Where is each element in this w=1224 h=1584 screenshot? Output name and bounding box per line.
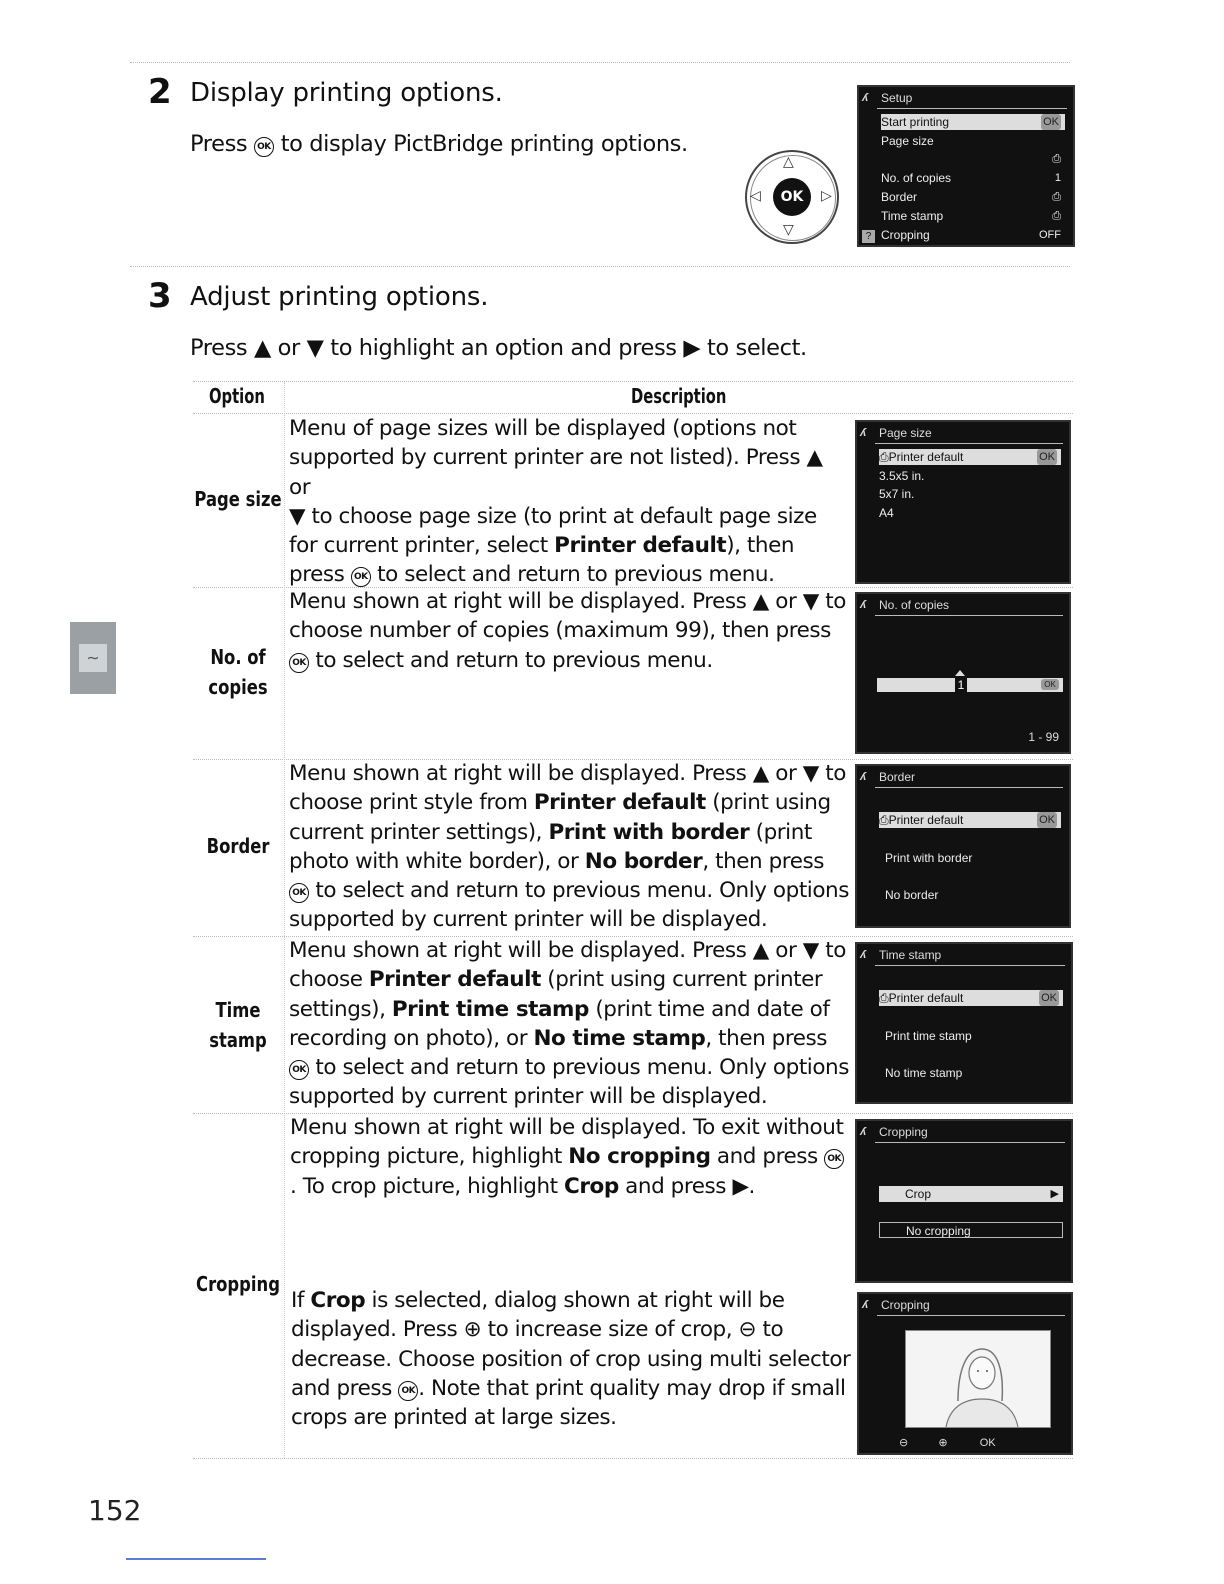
desc-time-stamp: Menu shown at right will be displayed. Press ▲ or ▼ to choose Printer default (print using current printer settings), Print time stamp (print time and date of recording on photo), or No time stamp, then press OK to select and return to previous menu. Only options supported by current printer will be displayed. xyxy=(289,938,849,1110)
setup-menu-icon: ʎ xyxy=(860,1126,867,1138)
step-divider xyxy=(130,266,1070,267)
ok-icon: OK xyxy=(1041,679,1059,690)
right-arrow-icon: ▷ xyxy=(821,188,832,204)
time-stamp-screen xyxy=(855,942,1073,1104)
crop-dialog-screen xyxy=(857,1292,1073,1455)
zoom-out-icon: ⊖ xyxy=(738,1317,757,1343)
option-page-size: Page size xyxy=(194,487,282,511)
top-rule xyxy=(130,62,1070,63)
page-size-item-3x5: 3.5x5 in. xyxy=(879,469,925,483)
ok-button-icon: OK xyxy=(289,1060,309,1080)
step-2-text-b: to display PictBridge printing options. xyxy=(273,131,688,157)
page-size-screen xyxy=(855,420,1071,584)
up-arrow-icon: ▲ xyxy=(253,335,271,361)
help-icon: ? xyxy=(862,230,875,243)
ok-button-icon: OK xyxy=(398,1381,418,1401)
option-cropping: Cropping xyxy=(196,1272,280,1296)
step-2-number: 2 xyxy=(148,72,172,112)
cropping-screen xyxy=(855,1119,1073,1283)
setup-item-cropping: Cropping OFF xyxy=(881,228,1061,242)
border-screen xyxy=(855,764,1071,928)
copies-value-bar xyxy=(877,678,1063,692)
setup-screen xyxy=(857,85,1075,247)
page-size-item-printer-default: ⎙Printer default OK xyxy=(879,449,1061,465)
right-arrow-icon: ▶ xyxy=(683,335,701,361)
step-2-title: Display printing options. xyxy=(190,78,503,108)
crop-photo-preview xyxy=(905,1330,1051,1428)
header-option: Option xyxy=(209,384,265,408)
time-stamp-screen-title: Time stamp xyxy=(879,948,942,962)
desc-copies: Menu shown at right will be displayed. Press ▲ or ▼ to choose number of copies (maximum 99), then press OK to select and return to previous menu. xyxy=(289,589,846,673)
chapter-side-tab xyxy=(70,622,116,694)
ok-icon: OK xyxy=(979,1437,996,1449)
time-stamp-item-none: No time stamp xyxy=(885,1066,963,1080)
copies-screen-title: No. of copies xyxy=(879,598,950,612)
desc-cropping-dialog: If Crop is selected, dialog shown at right will be displayed. Press ⊕ to increase size of crop, ⊖ to decrease. Choose position of crop using multi selector and press OK . Note that print quality may drop if small crops are printed at large sizes. xyxy=(291,1288,851,1431)
up-arrow-icon: △ xyxy=(783,154,794,170)
option-copies: No. of copies xyxy=(208,645,268,699)
table-bottom-rule xyxy=(193,1458,1073,1459)
copies-value: 1 xyxy=(955,677,967,693)
page-size-item-5x7: 5x7 in. xyxy=(879,487,915,501)
setup-item-page-size-value: ⎙ xyxy=(1052,153,1061,165)
setup-menu-icon: ʎ xyxy=(860,949,867,961)
setup-item-start-printing: Start printing OK xyxy=(881,114,1065,130)
border-item-print-with-border: Print with border xyxy=(885,851,973,865)
footer-line xyxy=(126,1558,266,1560)
ok-button-icon: OK xyxy=(289,653,309,673)
border-screen-title: Border xyxy=(879,770,916,784)
copies-range: 1 - 99 xyxy=(1028,730,1059,744)
ok-center-icon: OK xyxy=(773,178,811,216)
step-3-title: Adjust printing options. xyxy=(190,282,489,312)
cropping-item-crop: Crop ▶ xyxy=(879,1186,1063,1202)
time-stamp-item-printer-default: ⎙Printer default OK xyxy=(879,990,1063,1006)
setup-item-page-size: Page size xyxy=(881,134,934,148)
zoom-out-icon: ⊖ xyxy=(899,1437,909,1449)
down-arrow-icon: ▼ xyxy=(306,335,324,361)
table-top-rule xyxy=(193,381,1073,382)
right-arrow-icon: ▶ xyxy=(1050,1188,1059,1200)
setup-item-border: Border ⎙ xyxy=(881,190,1061,204)
crop-dialog-title: Cropping xyxy=(881,1298,930,1312)
setup-screen-title: Setup xyxy=(881,91,913,105)
ok-button-icon: OK xyxy=(289,883,309,903)
step-3-text: Press ▲ or ▼ to highlight an option and press ▶ to select. xyxy=(190,335,807,361)
option-border: Border xyxy=(206,834,270,858)
option-time-stamp: Time stamp xyxy=(209,998,267,1052)
step-3-number: 3 xyxy=(148,276,172,316)
up-arrow-icon xyxy=(955,670,965,676)
page-number: 152 xyxy=(88,1494,142,1527)
multi-selector-icon xyxy=(745,150,839,244)
zoom-in-icon: ⊕ xyxy=(938,1437,948,1449)
setup-menu-icon: ʎ xyxy=(862,92,869,104)
step-2-text xyxy=(190,131,688,157)
ok-button-icon: OK xyxy=(254,137,274,157)
zoom-in-icon: ⊕ xyxy=(463,1317,482,1343)
cropping-item-no-cropping: No cropping xyxy=(879,1222,1063,1238)
right-arrow-icon: ▶ xyxy=(732,1173,749,1199)
left-arrow-icon: ◁ xyxy=(750,188,761,204)
step-2-text-a: Press xyxy=(190,131,254,157)
setup-menu-icon: ʎ xyxy=(860,599,867,611)
border-item-printer-default: ⎙Printer default OK xyxy=(879,812,1061,828)
desc-page-size: Menu of page sizes will be displayed (options not supported by current printer are not listed). Press ▲ or ▼ to choose page size (to print at default page size for current printer, select Printer default), then press OK to select and return to previous menu. xyxy=(289,416,823,588)
cropping-screen-title: Cropping xyxy=(879,1125,928,1139)
desc-cropping-menu: Menu shown at right will be displayed. To exit without cropping picture, highlight No cropping and press OK. To crop picture, highlight Crop and press ▶. xyxy=(290,1115,844,1199)
setup-menu-icon: ʎ xyxy=(860,427,867,439)
setup-menu-icon: ʎ xyxy=(860,771,867,783)
down-arrow-icon: ▽ xyxy=(783,222,794,238)
copies-screen xyxy=(855,592,1071,754)
crop-footer xyxy=(899,1436,996,1449)
header-description: Description xyxy=(631,384,727,408)
page-size-screen-title: Page size xyxy=(879,426,932,440)
time-stamp-item-print: Print time stamp xyxy=(885,1029,972,1043)
wave-icon: ∼ xyxy=(79,644,107,672)
portrait-image xyxy=(906,1331,1050,1427)
ok-button-icon: OK xyxy=(351,567,371,587)
setup-item-copies: No. of copies 1 xyxy=(881,171,1061,185)
desc-border: Menu shown at right will be displayed. Press ▲ or ▼ to choose print style from Printer default (print using current printer settings), Print with border (print photo with white border), or No border, then press OK to select and return to previous menu. Only options supported by current printer will be displayed. xyxy=(289,761,849,933)
setup-item-time-stamp: Time stamp ⎙ xyxy=(881,209,1061,223)
ok-button-icon: OK xyxy=(824,1149,844,1169)
setup-menu-icon: ʎ xyxy=(862,1299,869,1311)
page-size-item-a4: A4 xyxy=(879,506,894,520)
border-item-no-border: No border xyxy=(885,888,939,902)
